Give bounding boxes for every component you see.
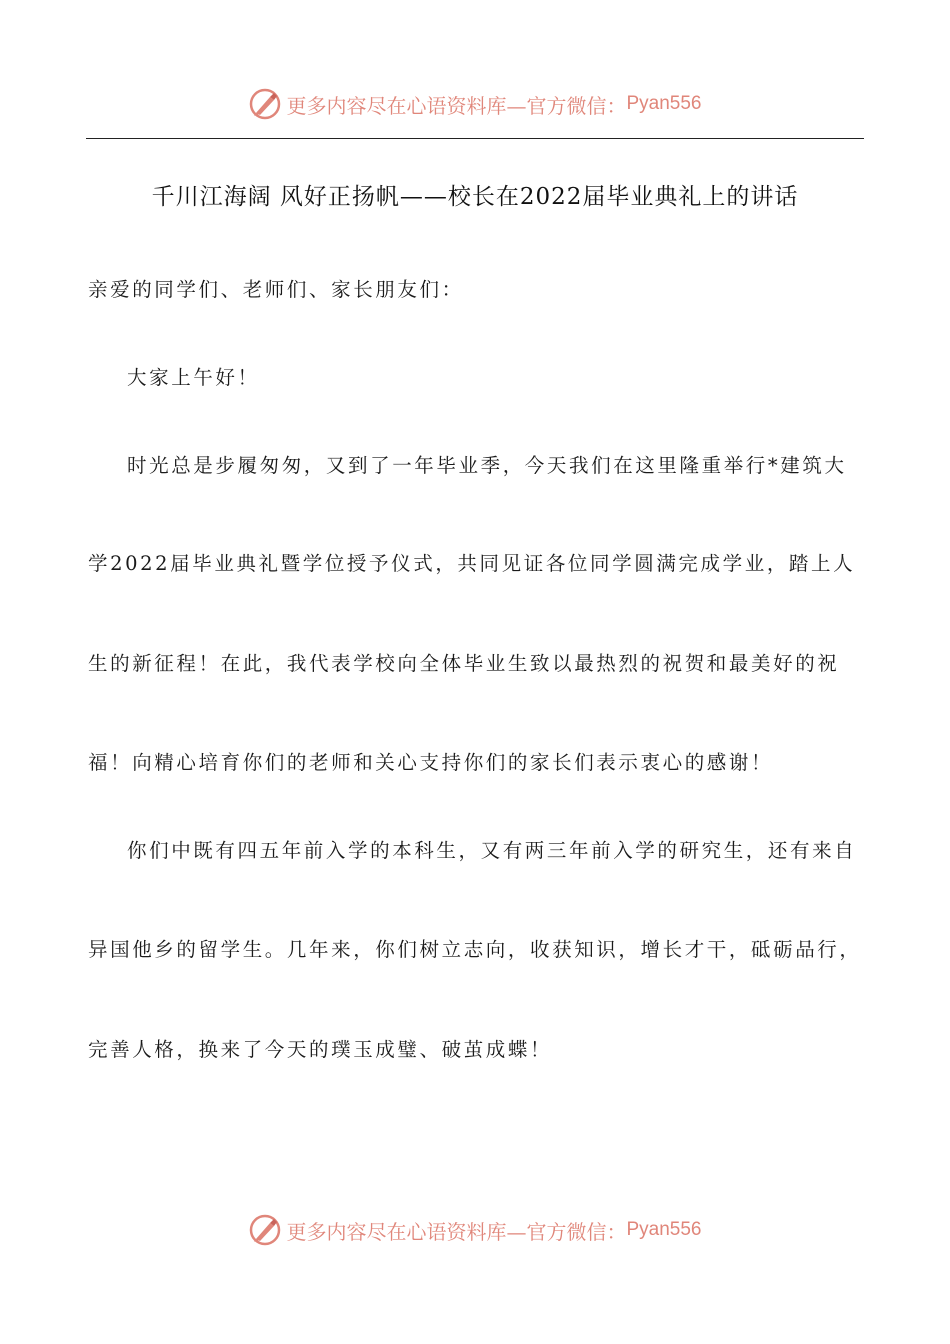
paragraph-line: 福！向精心培育你们的老师和关心支持你们的家长们表示衷心的感谢！ bbox=[88, 751, 774, 774]
document-title: 千川江海阔 风好正扬帆——校长在2022届毕业典礼上的讲话 bbox=[151, 184, 799, 210]
header-watermark bbox=[0, 84, 950, 124]
paragraph-line: 学2022届毕业典礼暨学位授予仪式，共同见证各位同学圆满完成学业，踏上人 bbox=[88, 552, 856, 575]
greeting: 大家上午好！ bbox=[127, 366, 260, 389]
footer-watermark bbox=[0, 1210, 950, 1250]
watermark-wechat-id: Pyan556 bbox=[626, 1219, 702, 1240]
pen-logo-icon bbox=[248, 87, 282, 121]
header-divider bbox=[86, 138, 864, 139]
salutation: 亲爱的同学们、老师们、家长朋友们： bbox=[88, 278, 464, 301]
paragraph-line: 时光总是步履匆匆，又到了一年毕业季，今天我们在这里隆重举行*建筑大 bbox=[127, 454, 847, 477]
watermark-text: 更多内容尽在心语资料库—官方微信： bbox=[286, 93, 627, 118]
paragraph-line: 异国他乡的留学生。几年来，你们树立志向，收获知识，增长才干，砥砺品行， bbox=[88, 938, 862, 961]
watermark-wechat-id: Pyan556 bbox=[626, 93, 702, 114]
paragraph-line: 完善人格，换来了今天的璞玉成璧、破茧成蝶！ bbox=[88, 1038, 553, 1061]
watermark-text: 更多内容尽在心语资料库—官方微信： bbox=[286, 1219, 627, 1244]
paragraph-line: 你们中既有四五年前入学的本科生，又有两三年前入学的研究生，还有来自 bbox=[127, 839, 857, 862]
paragraph-line: 生的新征程！在此，我代表学校向全体毕业生致以最热烈的祝贺和最美好的祝 bbox=[88, 652, 840, 675]
pen-logo-icon bbox=[248, 1213, 282, 1247]
